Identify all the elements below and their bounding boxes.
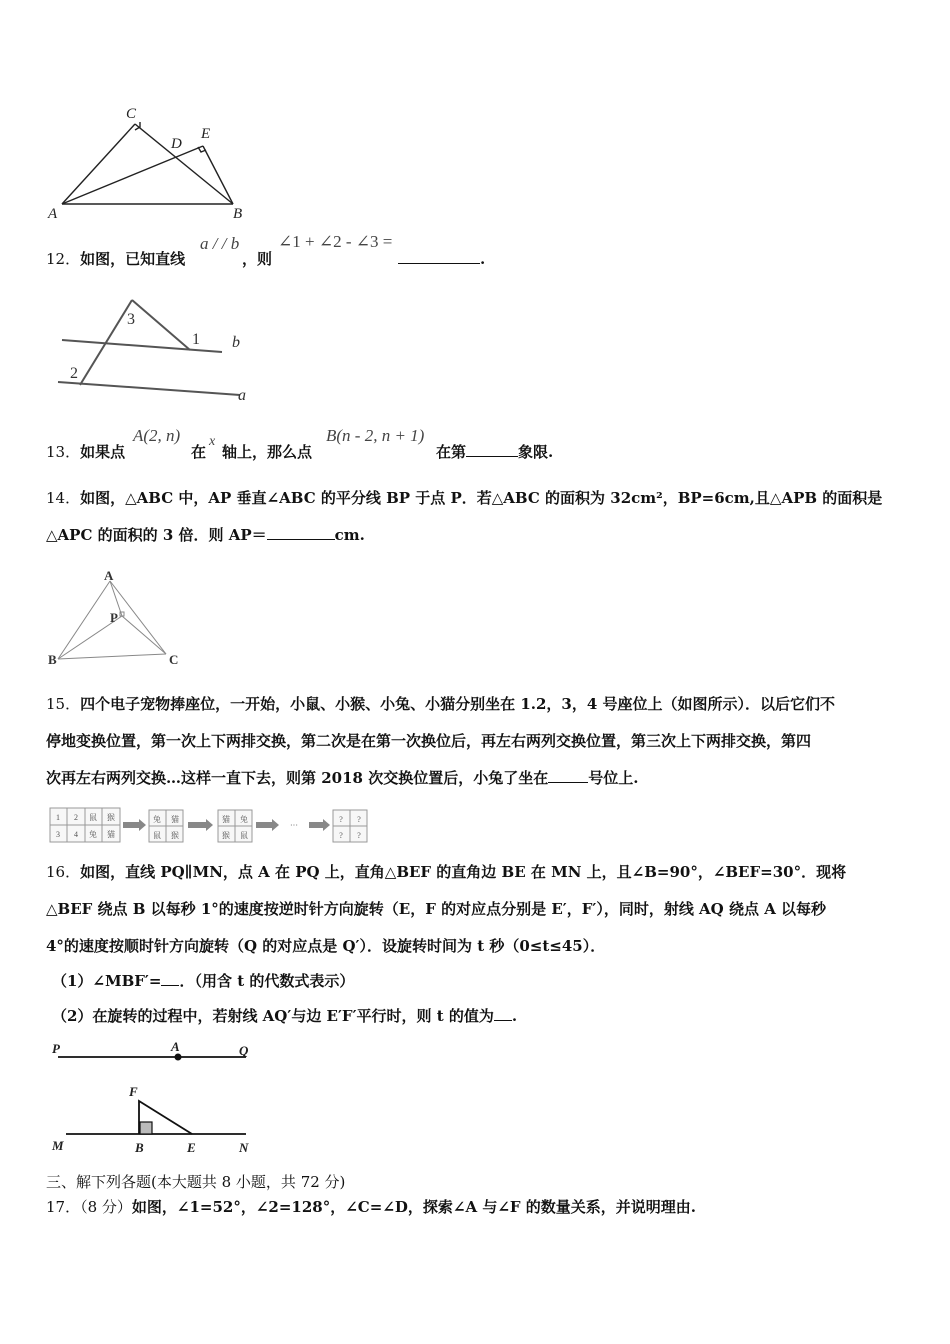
question-number: 14． bbox=[46, 489, 81, 507]
question-15 bbox=[46, 692, 835, 716]
label-c: C bbox=[126, 106, 137, 122]
question-12 bbox=[46, 247, 185, 271]
label-d: D bbox=[171, 136, 182, 152]
figure-triangle-apc bbox=[44, 566, 194, 676]
label-e: E bbox=[201, 126, 211, 142]
figure-parallel-lines bbox=[50, 292, 260, 412]
label-b: B bbox=[48, 652, 57, 667]
math-expr-parallel: a / / b bbox=[200, 234, 240, 253]
question-text: . bbox=[480, 250, 486, 268]
question-16-line2 bbox=[46, 897, 826, 921]
label-a: A bbox=[104, 568, 114, 583]
label-b: B bbox=[135, 1140, 144, 1155]
question-17 bbox=[46, 1195, 696, 1219]
question-text: 轴上，那么点 bbox=[222, 443, 313, 461]
question-text: 在 bbox=[191, 443, 207, 461]
question-14-line2 bbox=[46, 523, 365, 547]
label-p: P bbox=[110, 610, 118, 625]
seat-animal: 兔 bbox=[153, 815, 161, 824]
math-expr-angles: ∠1 + ∠2 - ∠3 = bbox=[278, 232, 393, 251]
question-16 bbox=[46, 860, 846, 884]
seat-animal: 鼠 bbox=[89, 813, 97, 822]
label-a: A bbox=[171, 1039, 180, 1054]
math-point-b: B(n - 2, n + 1) bbox=[326, 426, 425, 445]
label-angle-1: 1 bbox=[192, 331, 200, 348]
question-number: 12． bbox=[46, 250, 81, 268]
label-e: E bbox=[187, 1140, 196, 1155]
math-x-axis: x bbox=[209, 434, 216, 449]
question-number: 15． bbox=[46, 695, 81, 713]
question-12-text2 bbox=[242, 247, 272, 271]
question-text: ，则 bbox=[242, 250, 273, 268]
question-text: △APC 的面积的 3 倍．则 AP＝ bbox=[46, 526, 267, 544]
question-text: 号位上. bbox=[588, 769, 639, 787]
seat-animal: 猫 bbox=[222, 815, 230, 824]
answer-blank-16-1 bbox=[161, 971, 179, 986]
section-heading bbox=[46, 1170, 345, 1194]
seat-number: 4 bbox=[74, 830, 78, 839]
seat-animal: 鼠 bbox=[153, 831, 161, 840]
question-text: 如图，直线 PQ∥MN，点 A 在 PQ 上，直角△BEF 的直角边 BE 在 MN 上，且∠B=90°，∠BEF=30°．现将 bbox=[80, 863, 847, 881]
question-text: （1）∠MBF′= bbox=[52, 972, 162, 990]
answer-blank-15 bbox=[548, 768, 588, 783]
question-text: 次再左右两列交换…这样一直下去，则第 2018 次交换位置后，小兔了坐在 bbox=[46, 769, 549, 787]
seat-animal: 猫 bbox=[107, 830, 115, 839]
seat-unknown: ? bbox=[339, 815, 343, 824]
label-angle-2: 2 bbox=[70, 365, 78, 382]
question-text: 如图，已知直线 bbox=[80, 250, 186, 268]
label-p: P bbox=[52, 1041, 60, 1056]
label-line-b: b bbox=[232, 334, 240, 351]
label-n: N bbox=[239, 1140, 249, 1155]
question-text: . bbox=[511, 1007, 518, 1025]
seat-number: 2 bbox=[74, 813, 78, 822]
label-a: A bbox=[48, 206, 58, 222]
math-point-a: A(2, n) bbox=[133, 426, 181, 445]
seat-animal: 猴 bbox=[107, 813, 115, 822]
question-text: 如果点 bbox=[80, 443, 126, 461]
question-number: 16． bbox=[46, 863, 81, 881]
figure-seat-swaps bbox=[46, 806, 376, 846]
question-16-line3 bbox=[46, 934, 605, 958]
seat-animal: 猴 bbox=[171, 831, 179, 840]
question-16-part2 bbox=[52, 1004, 517, 1028]
seat-unknown: ? bbox=[339, 831, 343, 840]
question-15-line3 bbox=[46, 766, 638, 790]
question-score: （8 分） bbox=[80, 1198, 132, 1216]
question-text: 四个电子宠物捧座位，一开始，小鼠、小猴、小兔、小猫分别坐在 1.2，3，4 号座位上（如图所示）．以后它们不 bbox=[80, 695, 836, 713]
question-text: ．（用含 t 的代数式表示） bbox=[179, 972, 355, 990]
ellipsis: ··· bbox=[290, 821, 298, 830]
question-13-tail bbox=[436, 440, 553, 464]
seat-number: 3 bbox=[56, 830, 60, 839]
question-text: 在第 bbox=[436, 443, 467, 461]
label-b: B bbox=[233, 206, 243, 222]
section-title: 三、解下列各题(本大题共 8 小题，共 72 分) bbox=[46, 1173, 346, 1191]
question-text: 如图，△ABC 中，AP 垂直∠ABC 的平分线 BP 于点 P．若△ABC 的面积为 32cm²，BP=6cm,且△APB 的面积是 bbox=[80, 489, 883, 507]
question-text: 4°的速度按顺时针方向旋转（Q 的对应点是 Q′）．设旋转时间为 t 秒（0≤t≤45）． bbox=[46, 937, 606, 955]
figure-triangle-abc bbox=[40, 100, 260, 225]
label-m: M bbox=[52, 1138, 64, 1153]
question-13-text2 bbox=[191, 440, 206, 464]
answer-blank-16-2 bbox=[494, 1006, 512, 1021]
question-number: 13． bbox=[46, 443, 81, 461]
question-text: 如图，∠1=52°，∠2=128°，∠C=∠D，探索∠A 与∠F 的数量关系，并说明理由. bbox=[131, 1198, 696, 1216]
question-text: cm. bbox=[334, 526, 365, 544]
seat-animal: 猴 bbox=[222, 831, 230, 840]
seat-animal: 鼠 bbox=[240, 831, 248, 840]
label-line-a: a bbox=[238, 387, 246, 404]
question-13-text3 bbox=[222, 440, 312, 464]
answer-blank-13 bbox=[466, 442, 518, 457]
seat-number: 1 bbox=[56, 813, 60, 822]
question-15-line2 bbox=[46, 729, 811, 753]
question-13 bbox=[46, 440, 125, 464]
label-q: Q bbox=[239, 1043, 249, 1058]
answer-blank-12 bbox=[398, 247, 485, 271]
question-text: 停地变换位置，第一次上下两排交换，第二次是在第一次换位后，再左右两列交换位置，第三次上下两排交换，第四 bbox=[46, 732, 812, 750]
label-c: C bbox=[169, 652, 179, 667]
question-text: （2）在旋转的过程中，若射线 AQ′与边 E′F′平行时，则 t 的值为 bbox=[52, 1007, 494, 1025]
answer-blank-14 bbox=[267, 525, 335, 540]
seat-animal: 兔 bbox=[89, 830, 97, 839]
question-14 bbox=[46, 486, 882, 510]
label-angle-3: 3 bbox=[127, 311, 135, 328]
seat-animal: 猫 bbox=[171, 815, 179, 824]
seat-unknown: ? bbox=[357, 815, 361, 824]
question-number: 17． bbox=[46, 1198, 81, 1216]
question-16-part1 bbox=[52, 969, 354, 993]
question-text: △BEF 绕点 B 以每秒 1°的速度按逆时针方向旋转（E，F 的对应点分别是 E′，F′），同时，射线 AQ 绕点 A 以每秒 bbox=[46, 900, 827, 918]
seat-unknown: ? bbox=[357, 831, 361, 840]
question-text: 象限. bbox=[518, 443, 554, 461]
seat-animal: 兔 bbox=[240, 815, 248, 824]
label-f: F bbox=[129, 1084, 138, 1099]
figure-rotation bbox=[46, 1038, 266, 1158]
